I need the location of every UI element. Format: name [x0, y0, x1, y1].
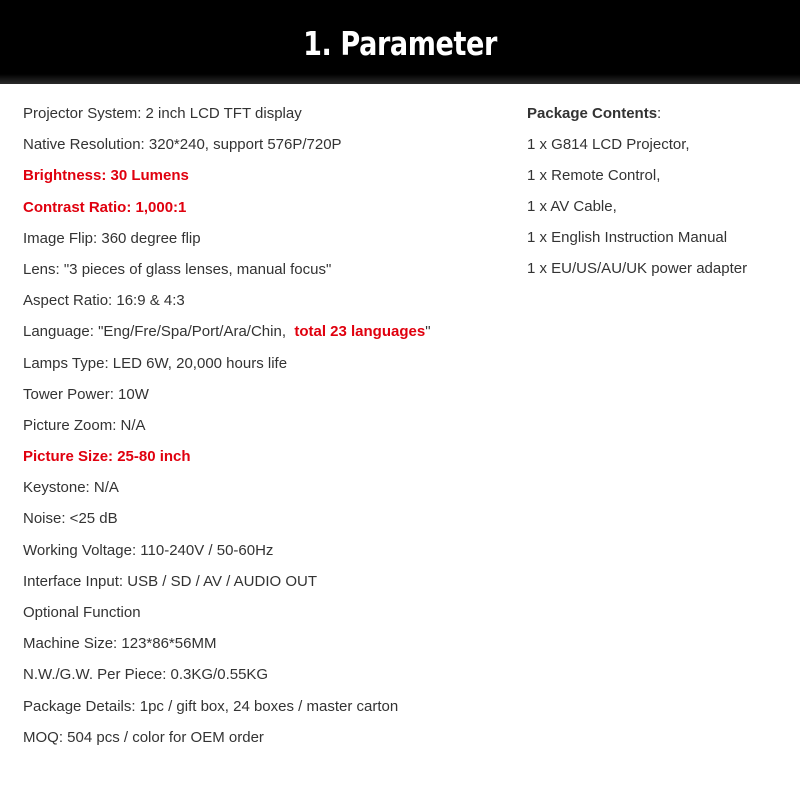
param-language-highlight: total 23 languages	[294, 323, 426, 341]
param-weight: N.W./G.W. Per Piece: 0.3KG/0.55KG	[23, 666, 269, 684]
package-item: 1 x English Instruction Manual	[527, 229, 728, 246]
package-contents	[527, 98, 792, 284]
param-image-flip: Image Flip: 360 degree flip	[23, 229, 201, 247]
package-item: 1 x EU/US/AU/UK power adapter	[527, 260, 748, 277]
param-keystone: Keystone: N/A	[23, 479, 119, 497]
parameter-list	[23, 98, 513, 753]
param-language-text: Language: "Eng/Fre/Spa/Port/Ara/Chin,	[23, 323, 286, 341]
param-projector-system: Projector System: 2 inch LCD TFT display	[23, 105, 302, 122]
param-lens: Lens: "3 pieces of glass lenses, manual focus"	[23, 260, 332, 278]
package-heading-text: Package Contents	[527, 105, 658, 122]
package-item: 1 x AV Cable,	[527, 198, 617, 215]
param-picture-zoom: Picture Zoom: N/A	[23, 416, 146, 434]
param-package-details: Package Details: 1pc / gift box, 24 boxes / master carton	[23, 697, 399, 715]
param-language-end: "	[425, 323, 431, 341]
param-moq: MOQ: 504 pcs / color for OEM order	[23, 728, 264, 746]
param-machine-size: Machine Size: 123*86*56MM	[23, 635, 217, 653]
param-interface-input: Interface Input: USB / SD / AV / AUDIO OUT	[23, 572, 317, 590]
page-title: 1. Parameter	[303, 24, 497, 63]
param-noise: Noise: <25 dB	[23, 510, 118, 528]
param-optional-function: Optional Function	[23, 604, 141, 621]
package-contents-heading	[527, 98, 792, 129]
param-language	[23, 316, 513, 347]
package-item: 1 x Remote Control,	[527, 167, 661, 184]
package-item: 1 x G814 LCD Projector,	[527, 136, 690, 153]
param-native-resolution: Native Resolution: 320*240, support 576P/720P	[23, 136, 342, 154]
param-lamps-type: Lamps Type: LED 6W, 20,000 hours life	[23, 354, 288, 372]
param-aspect-ratio: Aspect Ratio: 16:9 & 4:3	[23, 292, 185, 310]
package-heading-colon: :	[657, 105, 662, 122]
param-picture-size: Picture Size: 25-80 inch	[23, 448, 191, 466]
param-brightness: Brightness: 30 Lumens	[23, 167, 189, 185]
param-tower-power: Tower Power: 10W	[23, 385, 149, 403]
param-working-voltage: Working Voltage: 110-240V / 50-60Hz	[23, 541, 274, 559]
param-contrast-ratio: Contrast Ratio: 1,000:1	[23, 198, 187, 216]
header-banner	[0, 0, 800, 84]
